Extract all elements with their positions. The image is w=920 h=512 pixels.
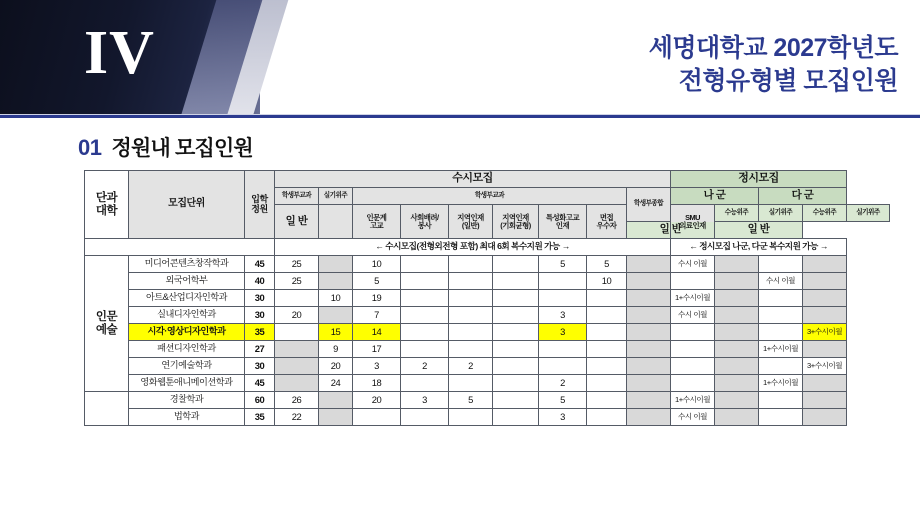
cell-da-silgi (803, 273, 847, 290)
header-na-group: 나 군 (671, 188, 759, 205)
cell-jiyeok-gihoe (493, 409, 539, 426)
arrow-right-susi: → (561, 241, 570, 252)
header-jeongsi: 정시모집 (671, 171, 847, 188)
header-da-suneung: 수능위주 (803, 205, 847, 222)
quota-value: 27 (245, 341, 275, 358)
cell-sahoe (401, 273, 449, 290)
cell-gyogwa-ilban: 25 (275, 256, 319, 273)
cell-silgi: 15 (319, 324, 353, 341)
cell-da-suneung (759, 409, 803, 426)
cell-jiyeok-ilban (449, 273, 493, 290)
cell-myeonjeop (587, 358, 627, 375)
cell-smu (627, 324, 671, 341)
header-quota-line2: 정원 (251, 203, 268, 214)
group-label-next (85, 392, 129, 426)
cell-da-suneung (759, 324, 803, 341)
cell-na-suneung (671, 273, 715, 290)
admission-table-wrapper (84, 170, 890, 426)
cell-myeonjeop (587, 409, 627, 426)
cell-teukseonghwa: 5 (539, 256, 587, 273)
cell-jiyeok-gihoe (493, 307, 539, 324)
cell-gyogwa-ilban: 20 (275, 307, 319, 324)
cell-smu (627, 273, 671, 290)
cell-teukseonghwa (539, 358, 587, 375)
cell-sahoe: 2 (401, 358, 449, 375)
cell-jiyeok-gihoe (493, 341, 539, 358)
section-title: 정원내 모집인원 (111, 137, 253, 160)
cell-da-suneung (759, 392, 803, 409)
header-susi-gyogwa-left: 학생부교과 (275, 188, 319, 205)
note-susi-text: 수시모집(전형외전형 포함) 최대 6회 복수지원 가능 (385, 241, 560, 252)
cell-inmun: 17 (353, 341, 401, 358)
table-note-row (85, 239, 890, 256)
cell-na-silgi (715, 256, 759, 273)
cell-inmun: 7 (353, 307, 401, 324)
header-susi-jonghap: 학생부종합 (627, 188, 671, 222)
header-college (85, 171, 129, 239)
cell-da-suneung: 1+수시이월 (759, 375, 803, 392)
cell-silgi: 9 (319, 341, 353, 358)
header-da-silgi: 실기위주 (847, 205, 890, 222)
cell-da-silgi (803, 256, 847, 273)
header-susi-silgi-left: 실기위주 (319, 188, 353, 205)
cell-smu (627, 290, 671, 307)
cell-myeonjeop (587, 307, 627, 324)
table-row[interactable] (85, 273, 890, 290)
cell-na-silgi (715, 324, 759, 341)
note-blank-left (85, 239, 275, 256)
cell-na-suneung: 수시 이월 (671, 307, 715, 324)
header-college-line2: 대학 (95, 204, 118, 217)
header-na-silgi: 실기위주 (759, 205, 803, 222)
cell-inmun: 3 (353, 358, 401, 375)
cell-silgi: 24 (319, 375, 353, 392)
quota-value: 30 (245, 290, 275, 307)
cell-smu (627, 307, 671, 324)
cell-da-silgi: 3+수시이월 (803, 358, 847, 375)
header-da-ilban: 일 반 (715, 222, 803, 239)
cell-na-silgi (715, 409, 759, 426)
cell-myeonjeop (587, 324, 627, 341)
cell-teukseonghwa: 2 (539, 375, 587, 392)
cell-jiyeok-gihoe (493, 392, 539, 409)
table-row[interactable] (85, 375, 890, 392)
table-row[interactable] (85, 290, 890, 307)
cell-na-silgi (715, 392, 759, 409)
cell-jiyeok-ilban (449, 409, 493, 426)
cell-da-suneung (759, 307, 803, 324)
header-unit: 모집단위 (129, 171, 245, 239)
cell-na-suneung: 수시 이월 (671, 409, 715, 426)
header-da-group: 다 군 (759, 188, 847, 205)
cell-teukseonghwa: 3 (539, 307, 587, 324)
cell-na-suneung: 수시 이월 (671, 256, 715, 273)
admission-quota-table (84, 170, 890, 426)
cell-gyogwa-ilban (275, 375, 319, 392)
cell-inmun (353, 409, 401, 426)
cell-da-silgi (803, 341, 847, 358)
cell-na-silgi (715, 375, 759, 392)
cell-da-suneung (759, 358, 803, 375)
header-susi-gyogwa-mid: 학생부교과 (353, 188, 627, 205)
arrow-right-jeongsi: → (819, 241, 828, 252)
cell-teukseonghwa (539, 341, 587, 358)
table-row[interactable] (85, 409, 890, 426)
cell-gyogwa-ilban (275, 324, 319, 341)
cell-myeonjeop (587, 290, 627, 307)
header-col-inmun: 인문계 고교 (353, 205, 401, 239)
table-row[interactable] (85, 307, 890, 324)
cell-da-silgi (803, 307, 847, 324)
cell-silgi: 10 (319, 290, 353, 307)
cell-gyogwa-ilban: 26 (275, 392, 319, 409)
header-na-suneung: 수능위주 (715, 205, 759, 222)
cell-gyogwa-ilban (275, 341, 319, 358)
header-susi-silgi-blank (319, 205, 353, 239)
unit-name: 실내디자인학과 (129, 307, 245, 324)
cell-silgi: 20 (319, 358, 353, 375)
cell-da-suneung (759, 290, 803, 307)
unit-name: 경찰학과 (129, 392, 245, 409)
quota-value: 30 (245, 358, 275, 375)
cell-teukseonghwa: 3 (539, 324, 587, 341)
cell-silgi (319, 307, 353, 324)
table-row[interactable] (85, 392, 890, 409)
header-na-ilban: 일 반 (627, 222, 715, 239)
unit-name: 아트&산업디자인학과 (129, 290, 245, 307)
note-jeongsi-text: 정시모집 나군, 다군 복수지원 가능 (699, 241, 818, 252)
header-susi: 수시모집 (275, 171, 671, 188)
table-row[interactable] (85, 341, 890, 358)
unit-name: 영화웹툰애니메이션학과 (129, 375, 245, 392)
cell-inmun: 5 (353, 273, 401, 290)
cell-na-suneung: 1+수시이월 (671, 290, 715, 307)
quota-value: 40 (245, 273, 275, 290)
header-col-myeonjeop: 면접 우수자 (587, 205, 627, 239)
quota-value: 45 (245, 256, 275, 273)
cell-sahoe (401, 375, 449, 392)
cell-sahoe (401, 409, 449, 426)
page-title-line2: 전형유형별 모집인원 (678, 67, 898, 95)
cell-jiyeok-ilban: 2 (449, 358, 493, 375)
cell-silgi (319, 273, 353, 290)
header-col-jiyeok-gihoe: 지역인재 (기회균형) (493, 205, 539, 239)
cell-sahoe (401, 307, 449, 324)
cell-gyogwa-ilban: 25 (275, 273, 319, 290)
table-row[interactable] (85, 358, 890, 375)
cell-sahoe (401, 324, 449, 341)
quota-value: 45 (245, 375, 275, 392)
page-header (0, 0, 920, 118)
cell-jiyeok-gihoe (493, 256, 539, 273)
page-title-line1: 세명대학교 2027학년도 (648, 34, 898, 62)
cell-na-silgi (715, 358, 759, 375)
group-label-humanities (85, 256, 129, 392)
header-col-sahoe: 사회배려/ 봉사 (401, 205, 449, 239)
cell-teukseonghwa: 3 (539, 409, 587, 426)
header-quota-line1: 입학 (251, 194, 268, 205)
cell-jiyeok-ilban (449, 290, 493, 307)
cell-silgi (319, 409, 353, 426)
header-col-smu: SMU 의료인재 (671, 205, 715, 239)
table-row[interactable] (85, 256, 890, 273)
page-title (649, 32, 898, 98)
section-heading (78, 132, 920, 162)
cell-smu (627, 375, 671, 392)
cell-sahoe (401, 290, 449, 307)
cell-sahoe (401, 256, 449, 273)
quota-value: 60 (245, 392, 275, 409)
quota-value: 30 (245, 307, 275, 324)
cell-inmun: 18 (353, 375, 401, 392)
cell-na-suneung (671, 358, 715, 375)
chapter-roman-numeral: IV (84, 19, 155, 87)
cell-sahoe (401, 341, 449, 358)
cell-jiyeok-gihoe (493, 273, 539, 290)
cell-da-silgi (803, 409, 847, 426)
cell-myeonjeop (587, 375, 627, 392)
cell-jiyeok-ilban (449, 341, 493, 358)
cell-sahoe: 3 (401, 392, 449, 409)
cell-jiyeok-gihoe (493, 375, 539, 392)
cell-myeonjeop (587, 341, 627, 358)
cell-jiyeok-ilban (449, 324, 493, 341)
group-label-line2: 예술 (95, 323, 118, 336)
header-susi-gyogwa-ilban: 일 반 (275, 205, 319, 239)
header-col-teukseonghwa: 특성화고교 인재 (539, 205, 587, 239)
cell-silgi (319, 392, 353, 409)
note-susi (275, 239, 671, 256)
section-number: 01 (78, 135, 102, 160)
cell-smu (627, 409, 671, 426)
quota-value: 35 (245, 324, 275, 341)
cell-smu (627, 256, 671, 273)
cell-na-suneung (671, 375, 715, 392)
cell-teukseonghwa: 5 (539, 392, 587, 409)
cell-jiyeok-ilban (449, 307, 493, 324)
arrow-left-jeongsi: ← (689, 241, 698, 252)
unit-name: 패션디자인학과 (129, 341, 245, 358)
cell-myeonjeop: 5 (587, 256, 627, 273)
arrow-left-susi: ← (375, 241, 384, 252)
unit-name: 시각·영상디자인학과 (129, 324, 245, 341)
cell-na-silgi (715, 290, 759, 307)
table-row[interactable] (85, 324, 890, 341)
cell-da-silgi (803, 375, 847, 392)
header-divider (0, 115, 920, 118)
cell-na-silgi (715, 341, 759, 358)
cell-inmun: 19 (353, 290, 401, 307)
cell-inmun: 10 (353, 256, 401, 273)
cell-smu (627, 341, 671, 358)
cell-gyogwa-ilban (275, 290, 319, 307)
group-label-line1: 인문 (95, 311, 118, 324)
header-quota (245, 171, 275, 239)
table-header-row-1 (85, 171, 890, 188)
cell-na-silgi (715, 307, 759, 324)
quota-value: 35 (245, 409, 275, 426)
cell-gyogwa-ilban: 22 (275, 409, 319, 426)
header-col-jiyeok-ilban: 지역인재 (일반) (449, 205, 493, 239)
cell-smu (627, 392, 671, 409)
cell-da-suneung (759, 256, 803, 273)
cell-na-suneung (671, 341, 715, 358)
cell-jiyeok-ilban (449, 375, 493, 392)
cell-na-silgi (715, 273, 759, 290)
note-jeongsi (671, 239, 847, 256)
cell-na-suneung: 1+수시이월 (671, 392, 715, 409)
cell-gyogwa-ilban (275, 358, 319, 375)
cell-smu (627, 358, 671, 375)
cell-da-silgi (803, 290, 847, 307)
header-college-line1: 단과 (95, 192, 118, 205)
cell-da-suneung: 수시 이월 (759, 273, 803, 290)
cell-inmun: 14 (353, 324, 401, 341)
unit-name: 연기예술학과 (129, 358, 245, 375)
cell-da-silgi (803, 392, 847, 409)
cell-jiyeok-ilban: 5 (449, 392, 493, 409)
cell-da-silgi: 3+수시이월 (803, 324, 847, 341)
cell-myeonjeop: 10 (587, 273, 627, 290)
cell-silgi (319, 256, 353, 273)
cell-teukseonghwa (539, 290, 587, 307)
unit-name: 법학과 (129, 409, 245, 426)
cell-teukseonghwa (539, 273, 587, 290)
cell-jiyeok-gihoe (493, 358, 539, 375)
unit-name: 외국어학부 (129, 273, 245, 290)
cell-myeonjeop (587, 392, 627, 409)
cell-na-suneung (671, 324, 715, 341)
cell-jiyeok-ilban (449, 256, 493, 273)
cell-inmun: 20 (353, 392, 401, 409)
cell-da-suneung: 1+수시이월 (759, 341, 803, 358)
unit-name: 미디어콘텐츠창작학과 (129, 256, 245, 273)
cell-jiyeok-gihoe (493, 324, 539, 341)
cell-jiyeok-gihoe (493, 290, 539, 307)
